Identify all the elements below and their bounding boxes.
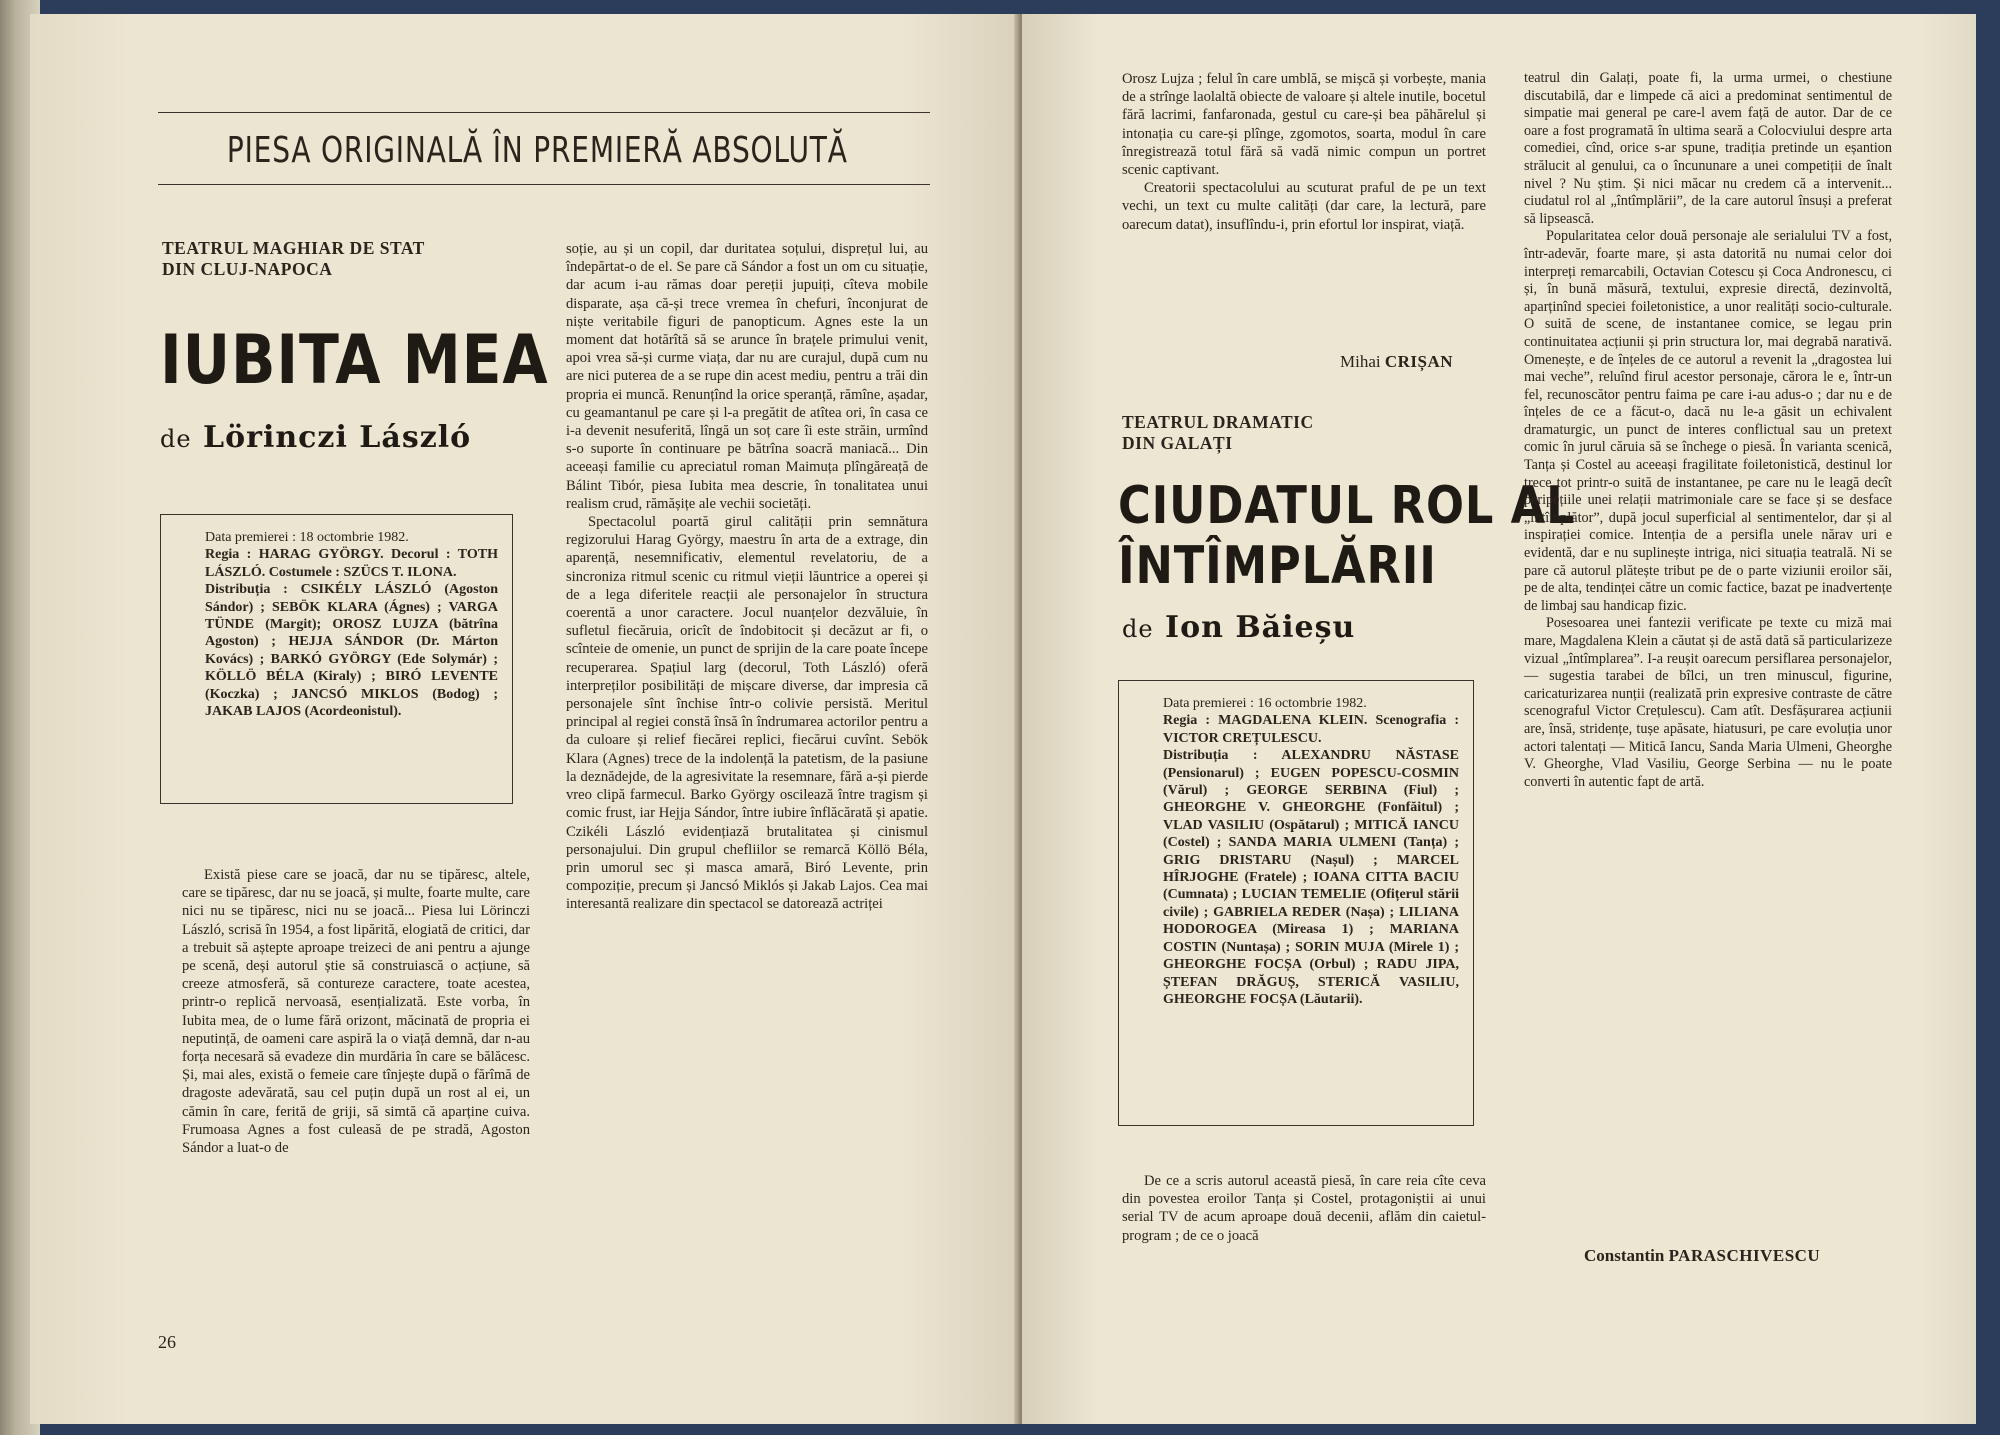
theatre-line-2: DIN CLUJ-NAPOCA xyxy=(162,259,333,279)
right-theatre-name xyxy=(1122,412,1314,454)
banner-top-rule xyxy=(158,112,930,113)
left-play-title: IUBITA MEA xyxy=(160,321,549,400)
paragraph: De ce a scris autorul această piesă, în care reia cîte ceva din povestea eroilor Tanța și Costel, protagoniștii ai unui serial TV de acum aproape două decenii, aflăm din caietul-program ; de ce o joacă xyxy=(1122,1173,1486,1244)
premiere-date: Data premierei : 16 octombrie 1982. xyxy=(1163,696,1367,711)
signature-paraschivescu xyxy=(1584,1246,1820,1266)
cast-list: Distribuția : CSIKÉLY LÁSZLÓ (Agoston Sándor) ; SEBÖK KLARA (Ágnes) ; VARGA TÜNDE (Margit); OROSZ LUJZA (bătrîna Agoston) ; HEJJA SÁNDOR (Dr. Márton Kovács) ; BARKÓ GYÖRGY (Ede Solymár) ; KÖLLÖ BÉLA (Kiraly) ; BIRÓ LEVENTE (Koczka) ; JANCSÓ MIKLOS (Bodog) ; JAKAB LAJOS (Acordeonistul). xyxy=(205,582,498,720)
banner-bottom-rule xyxy=(158,184,930,185)
byline-prefix: de xyxy=(160,425,192,453)
paragraph: Creatorii spectacolului au scuturat praful de pe un text vechi, un text cu multe calități (dar care, la lectură, pare oarecum datat), insuflîndu-i, prin efortul lor inspirat, viață. xyxy=(1122,180,1486,233)
right-credits-box xyxy=(1118,680,1474,1126)
paragraph: Popularitatea celor două personaje ale serialului TV a fost, într-adevăr, foarte mare, și asta datorită nu numai celor doi interpreți remarcabili, Octavian Cotescu și Coca Andronescu, ci și, în bună măsură, textului, expresie directă, dezinvoltă, aparținînd speciei foiletonistice, a unor realități socio-culturale. O suită de scene, de instantanee comice, se legau prin continuitatea acțiunii și prin structura lor, mai degrabă narativă. Omenește, e de înțeles de ce autorul a revenit la „dragostea lui mai veche”, reluînd firul acestor personaje, cărora le e, într-un fel, recunoscător pentru faima pe care i-au adus-o ; dar nu e de înțeles de ce a făcut-o, dacă nu le-a găsit un echivalent dramaturgic, un punct de interes conflictual sau un pretext comic în jurul căruia să se închege o piesă. În varianta scenică, Tanța și Costel au aceeași fragilitate foiletonistică, destinul lor trece tot printr-o suită de instantanee, pe care nu le leagă decît peripețiile unei relații matrimoniale care se face și se desface „întîmplător”, după jocul superficial al sentimentelor, dar și al inspirației comice. Intenția de a persifla unele nărav uri e evidentă, dar e nu suplinește intriga, nici situația teatrală. Ni se pare că autorul plătește tribut pe de o parte viziunii eroilor săi, pe de alta, tendinței către un comic factice, bazat pe inadvertențe de limbaj sau handicap fizic. xyxy=(1524,228,1892,614)
signature-first: Mihai xyxy=(1340,352,1381,371)
paragraph: Posesoarea unei fantezii verificate pe texte cu miză mai mare, Magdalena Klein a căutat și de astă dată să particularizeze vizual „întîmplarea”. I-a reușit oarecum persiflarea personajelor, — sugestia tarabei de bîlci, un tren minuscul, figurine, caricaturizarea nunții (realizată prin expresive contraste de către scenograful Victor Crețulescu). Cam atît. Desfășurarea acțiunii are, însă, stridențe, tușe apăsate, hiatusuri, pe care evoluția unor actori talentați — Mitică Iancu, Sanda Maria Ulmeni, Gheorghe V. Gheorghe, Vlad Vasiliu, George Serbina — nu le poate converti în autentic fapt de artă. xyxy=(1524,615,1892,790)
title-line-2: ÎNTÎMPLĂRII xyxy=(1118,536,1437,596)
page-number: 26 xyxy=(158,1332,176,1352)
author-name: Ion Băieșu xyxy=(1165,610,1356,645)
left-article-col2 xyxy=(566,240,928,914)
signature-crisan xyxy=(1340,352,1453,372)
theatre-line-2: DIN GALAȚI xyxy=(1122,433,1233,453)
right-article-col1-top xyxy=(1122,70,1486,234)
left-byline xyxy=(160,420,471,455)
title-line-1: CIUDATUL ROL AL xyxy=(1118,476,1576,536)
byline-prefix: de xyxy=(1122,615,1154,643)
signature-last: PARASCHIVESCU xyxy=(1668,1246,1821,1265)
section-banner xyxy=(140,106,930,198)
signature-last: CRIȘAN xyxy=(1384,352,1454,371)
banner-heading: PIESA ORIGINALĂ ÎN PREMIERĂ ABSOLUTĂ xyxy=(226,130,848,171)
paragraph: soție, au și un copil, dar duritatea soțului, disprețul lui, au îndepărtat-o de el. Se pare că Sándor a fost un om cu situație, dar acum i-au rămas doar pereții jupuiți, cîteva mobile disparate, așa că-și trece vremea în chefuri, înconjurat de niște veritabile figuri de panopticum. Agnes este la un moment dat hotărîtă să se arunce în brațele primului venit, apoi vrea să-și curme viața, dar nu are curajul, după cum nu are nici puterea de a se rupe din acest mediu, pentru a trăi din propria ei muncă. Renunțînd la orice speranță, rămîne, așadar, cu geamantanul pe care și l-a pregătit de atîtea ori, în casa ce i-a devenit nesuferită, lîngă un soț care îi este străin, urmînd s-o suporte în continuare pe bătrîna soacră maniacă... Din aceeași familie cu apreciatul roman Maimuța plîngăreață de Bálint Tibór, piesa Iubita mea descrie, în tonalitatea unui realism crud, rămășițe ale vechii societăți. xyxy=(566,241,928,512)
signature-first: Constantin xyxy=(1584,1246,1665,1265)
paragraph: Orosz Lujza ; felul în care umblă, se mișcă și vorbește, mania de a strînge laolaltă obiecte de valoare și altele inutile, bocetul fără lacrimi, fanfaronada, gestul cu care-și bea păhărelul și intonația cu care-și plînge, zgomotos, soarta, modul în care înregistrează totul fără să vadă nimic compun un portret scenic captivant. xyxy=(1122,71,1486,179)
theatre-line-1: TEATRUL MAGHIAR DE STAT xyxy=(162,238,425,258)
left-article-col1 xyxy=(182,866,530,1157)
left-theatre-name xyxy=(162,238,425,280)
direction-credits: Regia : MAGDALENA KLEIN. Scenografia : VICTOR CREȚULESCU. xyxy=(1163,713,1459,746)
paragraph: Spectacolul poartă girul calității prin semnătura regizorului Harag György, maestru în arta de a extrage, din aparență, nesemnificativ, elementul revelatoriu, de a sincroniza ritmul scenic cu ritmul vieții lăuntrice a operei și de a lega diferitele reacții ale personajelor în structura coerentă a unor caractere. Jocul nuanțelor dezvăluie, în sufletul fiecăruia, oricît de îndobitocit și decăzut ar fi, o scînteie de omenie, un punct de sprijin de la care poate începe recuperarea. Spațiul larg (decorul, Toth László) oferă interpreților posibilități de mișcare diverse, dar impresia că personajele sînt închise într-o colivie persistă. Meritul principal al regiei constă însă în îndrumarea actorilor pentru a da culoare și relief fiecărei replici, fiecărui cuvînt. Sebök Klara (Agnes) trece de la indolență la patetism, de la pasiune la deznădejde, de la agresivitate la resemnare, fără a-și pierde vreo clipă farmecul. Barko György oscilează între tragism și comic frust, iar Hejja Sándor, între iubire înflăcărată și apatie. Czikéli László evidențiază brutalitatea și cinismul personajului. Din grupul chefliilor se remarcă Köllö Béla, prin umorul sec și masca amară, Biró Levente, prin compoziție, precum și Jancsó Miklós și Jakab Lajos. Cea mai interesantă realizare din spectacol se datorează actriței xyxy=(566,514,928,913)
direction-credits: Regia : HARAG GYÖRGY. Decorul : TOTH LÁSZLÓ. Costumele : SZÜCS T. ILONA. xyxy=(205,547,498,580)
author-name: Lörinczi László xyxy=(203,420,472,455)
cast-list: Distribuția : ALEXANDRU NĂSTASE (Pensionarul) ; EUGEN POPESCU-COSMIN (Vărul) ; GEORGE SERBINA (Fiul) ; GHEORGHE V. GHEORGHE (Fonfăitul) ; VLAD VASILIU (Ospătarul) ; MITICĂ IANCU (Costel) ; SANDA MARIA ULMENI (Tanța) ; GRIG DRISTARU (Nașul) ; MARCEL HÎRJOGHE (Fratele) ; IOANA CITTA BACIU (Cumnata) ; LUCIAN TEMELIE (Ofițerul stării civile) ; GABRIELA REDER (Nașa) ; LILIANA HODOROGEA (Mireasa 1) ; MARIANA COSTIN (Nuntașa) ; SORIN MUJA (Mirele 1) ; GHEORGHE FOCȘA (Orbul) ; RADU JIPA, ȘTEFAN DRĂGUȘ, STERICĂ VASILIU, GHEORGHE FOCȘA (Lăutarii). xyxy=(1163,748,1459,1007)
paragraph: teatrul din Galați, poate fi, la urma urmei, o chestiune discutabilă, dar e limpede că aici a predominat sentimentul de simpatie mai general pe care-l avem față de autor. Dar de ce oare a fost programată în ultima seară a Colocviului despre arta comediei, cînd, orice s-ar spune, tradiția pretinde un eșantion strălucit al genului, ca o încununare a unei competiții de înalt nivel ? Nu știm. Și nici măcar nu credem că a intervenit... ciudatul rol al „întîmplării”, de la care autorul însuși a preferat să lipsească. xyxy=(1524,70,1892,227)
paragraph: Există piese care se joacă, dar nu se tipăresc, altele, care se tipăresc, dar nu se joacă, și multe, foarte multe, care nici nu se tipăresc, nici nu se joacă... Piesa lui Lörinczi László, scrisă în 1954, a fost lipărită, elogiată de critici, dar a trebuit să aștepte aproape treizeci de ani pentru a ajunge pe scenă, deși autorul știe să construiască o acțiune, să creeze atmosferă, să contureze caractere, toate acestea, printr-o replică nervoasă, esențializată. Este vorba, în Iubita mea, de o lume fără orizont, măcinată de propria ei neputință, de oameni care aspiră la o viață demnă, dar n-au forța necesară să evadeze din murdăria în care se bălăcesc. Și, mai ales, există o femeie care tînjește după o fărîmă de dragoste adevărată, sau cel puțin după un rost al ei, un cămin în care, ferită de griji, să simtă că aparține cuiva. Frumoasa Agnes a fost culeasă de pe stradă, Agoston Sándor a luat-o de xyxy=(182,867,530,1157)
theatre-line-1: TEATRUL DRAMATIC xyxy=(1122,412,1314,432)
premiere-date: Data premierei : 18 octombrie 1982. xyxy=(205,530,409,545)
right-article-col1-bottom xyxy=(1122,1172,1486,1245)
right-article-col2 xyxy=(1524,70,1892,791)
right-byline xyxy=(1122,610,1355,645)
left-credits-box xyxy=(160,514,513,804)
right-play-title xyxy=(1118,476,1575,596)
